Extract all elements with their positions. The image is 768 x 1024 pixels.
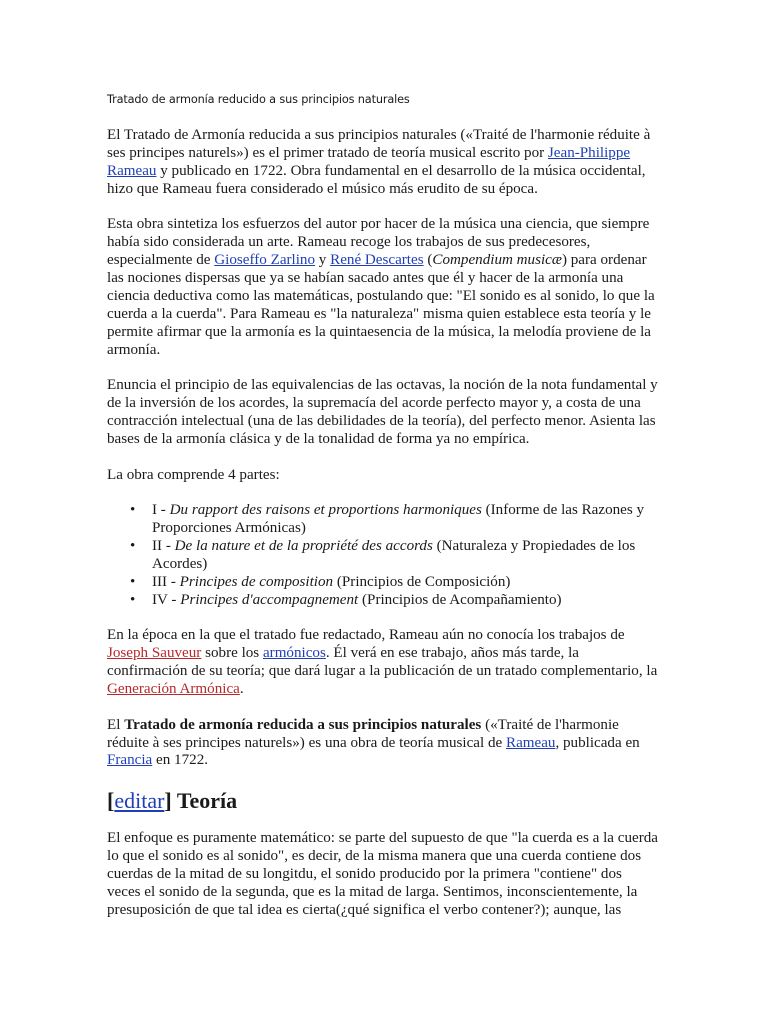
list-item bbox=[130, 573, 659, 592]
link-francia[interactable]: Francia bbox=[107, 752, 153, 769]
paragraph-parts-intro: La obra comprende 4 partes: bbox=[107, 466, 280, 483]
bullet-icon: • bbox=[130, 502, 136, 519]
part-translation: (Informe de las Razones y Proporciones Armónicas) bbox=[152, 502, 645, 537]
parts-list bbox=[107, 502, 659, 609]
link-armonicos[interactable]: armónicos bbox=[262, 645, 326, 662]
paragraph-intro bbox=[107, 127, 659, 199]
edit-link[interactable]: editar bbox=[114, 788, 165, 813]
text: ( bbox=[423, 252, 433, 269]
part-title: De la nature et de la propriété des accords bbox=[174, 537, 433, 554]
text: El Tratado de Armonía reducida a sus principios naturales («Traité de l'harmonie réduite à ses principes naturels») es el primer tratado de teoría musical escrito por bbox=[107, 127, 651, 161]
text: en 1722. bbox=[152, 752, 209, 769]
bullet-icon: • bbox=[130, 573, 136, 590]
section-heading-teoria bbox=[107, 788, 659, 814]
paragraph-synthesis bbox=[107, 216, 659, 359]
text: sobre los bbox=[201, 645, 263, 662]
text: , publicada en bbox=[555, 734, 640, 751]
paragraph-principles: Enuncia el principio de las equivalencias de las octavas, la noción de la nota fundamental y de la inversión de los acordes, la supremacía del acorde perfecto mayor y, a costa de una contracción intelectual (una de las debilidades de la teoría), del perfecto menor. Asienta las bases de la armonía clásica y de la tonalidad de forma ya no empírica. bbox=[107, 377, 658, 447]
text: y bbox=[315, 252, 331, 269]
part-title: Du rapport des raisons et proportions harmoniques bbox=[169, 502, 482, 519]
part-number: III - bbox=[152, 573, 180, 590]
bracket-close: ] bbox=[164, 788, 177, 813]
part-translation: (Principios de Composición) bbox=[333, 573, 511, 590]
text: . Él verá en ese trabajo, años más tarde, la confirmación de su teoría; que dará lugar a la publicación de un tratado complementario, la bbox=[107, 645, 658, 680]
link-rene-descartes[interactable]: René Descartes bbox=[330, 252, 424, 269]
text: En la época en la que el tratado fue redactado, Rameau aún no conocía los trabajos de bbox=[107, 627, 625, 644]
list-item bbox=[130, 502, 659, 538]
bullet-icon: • bbox=[130, 537, 136, 554]
treatise-title: Tratado de armonía reducida a sus principios naturales bbox=[124, 716, 482, 733]
text: . bbox=[239, 681, 244, 697]
bracket-open: [ bbox=[107, 788, 115, 813]
list-item bbox=[130, 537, 659, 574]
part-translation: (Naturaleza y Propiedades de los Acordes) bbox=[152, 537, 636, 572]
paragraph-sauveur bbox=[107, 627, 659, 699]
document-title: Tratado de armonía reducido a sus principios naturales bbox=[107, 93, 410, 106]
text: ) para ordenar las nociones dispersas que ya se habían sacado antes que él y hacer de la armonía una ciencia deductiva como las matemáticas, postulando que: "El sonido es al sonido, lo que la cuerda a la cuerda". Para Rameau es "la naturaleza" misma quien establece esta teoría y le permite afirmar que la armonía es la quintaesencia de la música, la melodía proviene de la armonía. bbox=[107, 252, 655, 358]
link-jean-philippe-rameau[interactable]: Jean-Philippe Rameau bbox=[107, 144, 631, 179]
part-translation: (Principios de Acompañamiento) bbox=[358, 591, 562, 608]
paragraph-summary bbox=[107, 717, 659, 771]
part-title: Principes de composition bbox=[179, 573, 334, 590]
bullet-icon: • bbox=[130, 591, 136, 608]
link-gioseffo-zarlino[interactable]: Gioseffo Zarlino bbox=[214, 252, 316, 269]
list-item bbox=[130, 591, 659, 610]
part-title: Principes d'accompagnement bbox=[180, 591, 359, 608]
link-joseph-sauveur[interactable]: Joseph Sauveur bbox=[107, 645, 202, 662]
section-title: Teoría bbox=[176, 788, 238, 813]
text: Esta obra sintetiza los esfuerzos del autor por hacer de la música una ciencia, que siempre había sido considerada un arte. Rameau recoge los trabajos de sus predecesores, especialmente de bbox=[107, 216, 650, 269]
text: El bbox=[107, 716, 125, 733]
part-number: II - bbox=[152, 537, 175, 554]
link-rameau[interactable]: Rameau bbox=[506, 734, 556, 751]
paragraph-theory: El enfoque es puramente matemático: se parte del supuesto de que "la cuerda es a la cuerda lo que el sonido es al sonido", es decir, de la misma manera que una cuerda contiene dos cuerdas de la mitad de su longitdu, el sonido producido por la primera "contiene" dos veces el sonido de la segunda, que es la mitad de larga. Sentimos, inconscientemente, la presuposición de que tal idea es cierta(¿qué significa el verbo contener?); aunque, las bbox=[107, 830, 658, 918]
text: y publicado en 1722. Obra fundamental en el desarrollo de la música occidental, hizo que Rameau fuera considerado el músico más erudito de su época. bbox=[107, 162, 646, 197]
link-generacion-armonica[interactable]: Generación Armónica bbox=[107, 681, 240, 697]
part-number: IV - bbox=[152, 591, 181, 608]
compendium-title: Compendium musicæ bbox=[432, 252, 562, 269]
text: («Traité de l'harmonie réduite à ses principes naturels») es una obra de teoría musical de bbox=[107, 716, 619, 751]
article-body bbox=[107, 127, 659, 937]
part-number: I - bbox=[152, 502, 170, 519]
